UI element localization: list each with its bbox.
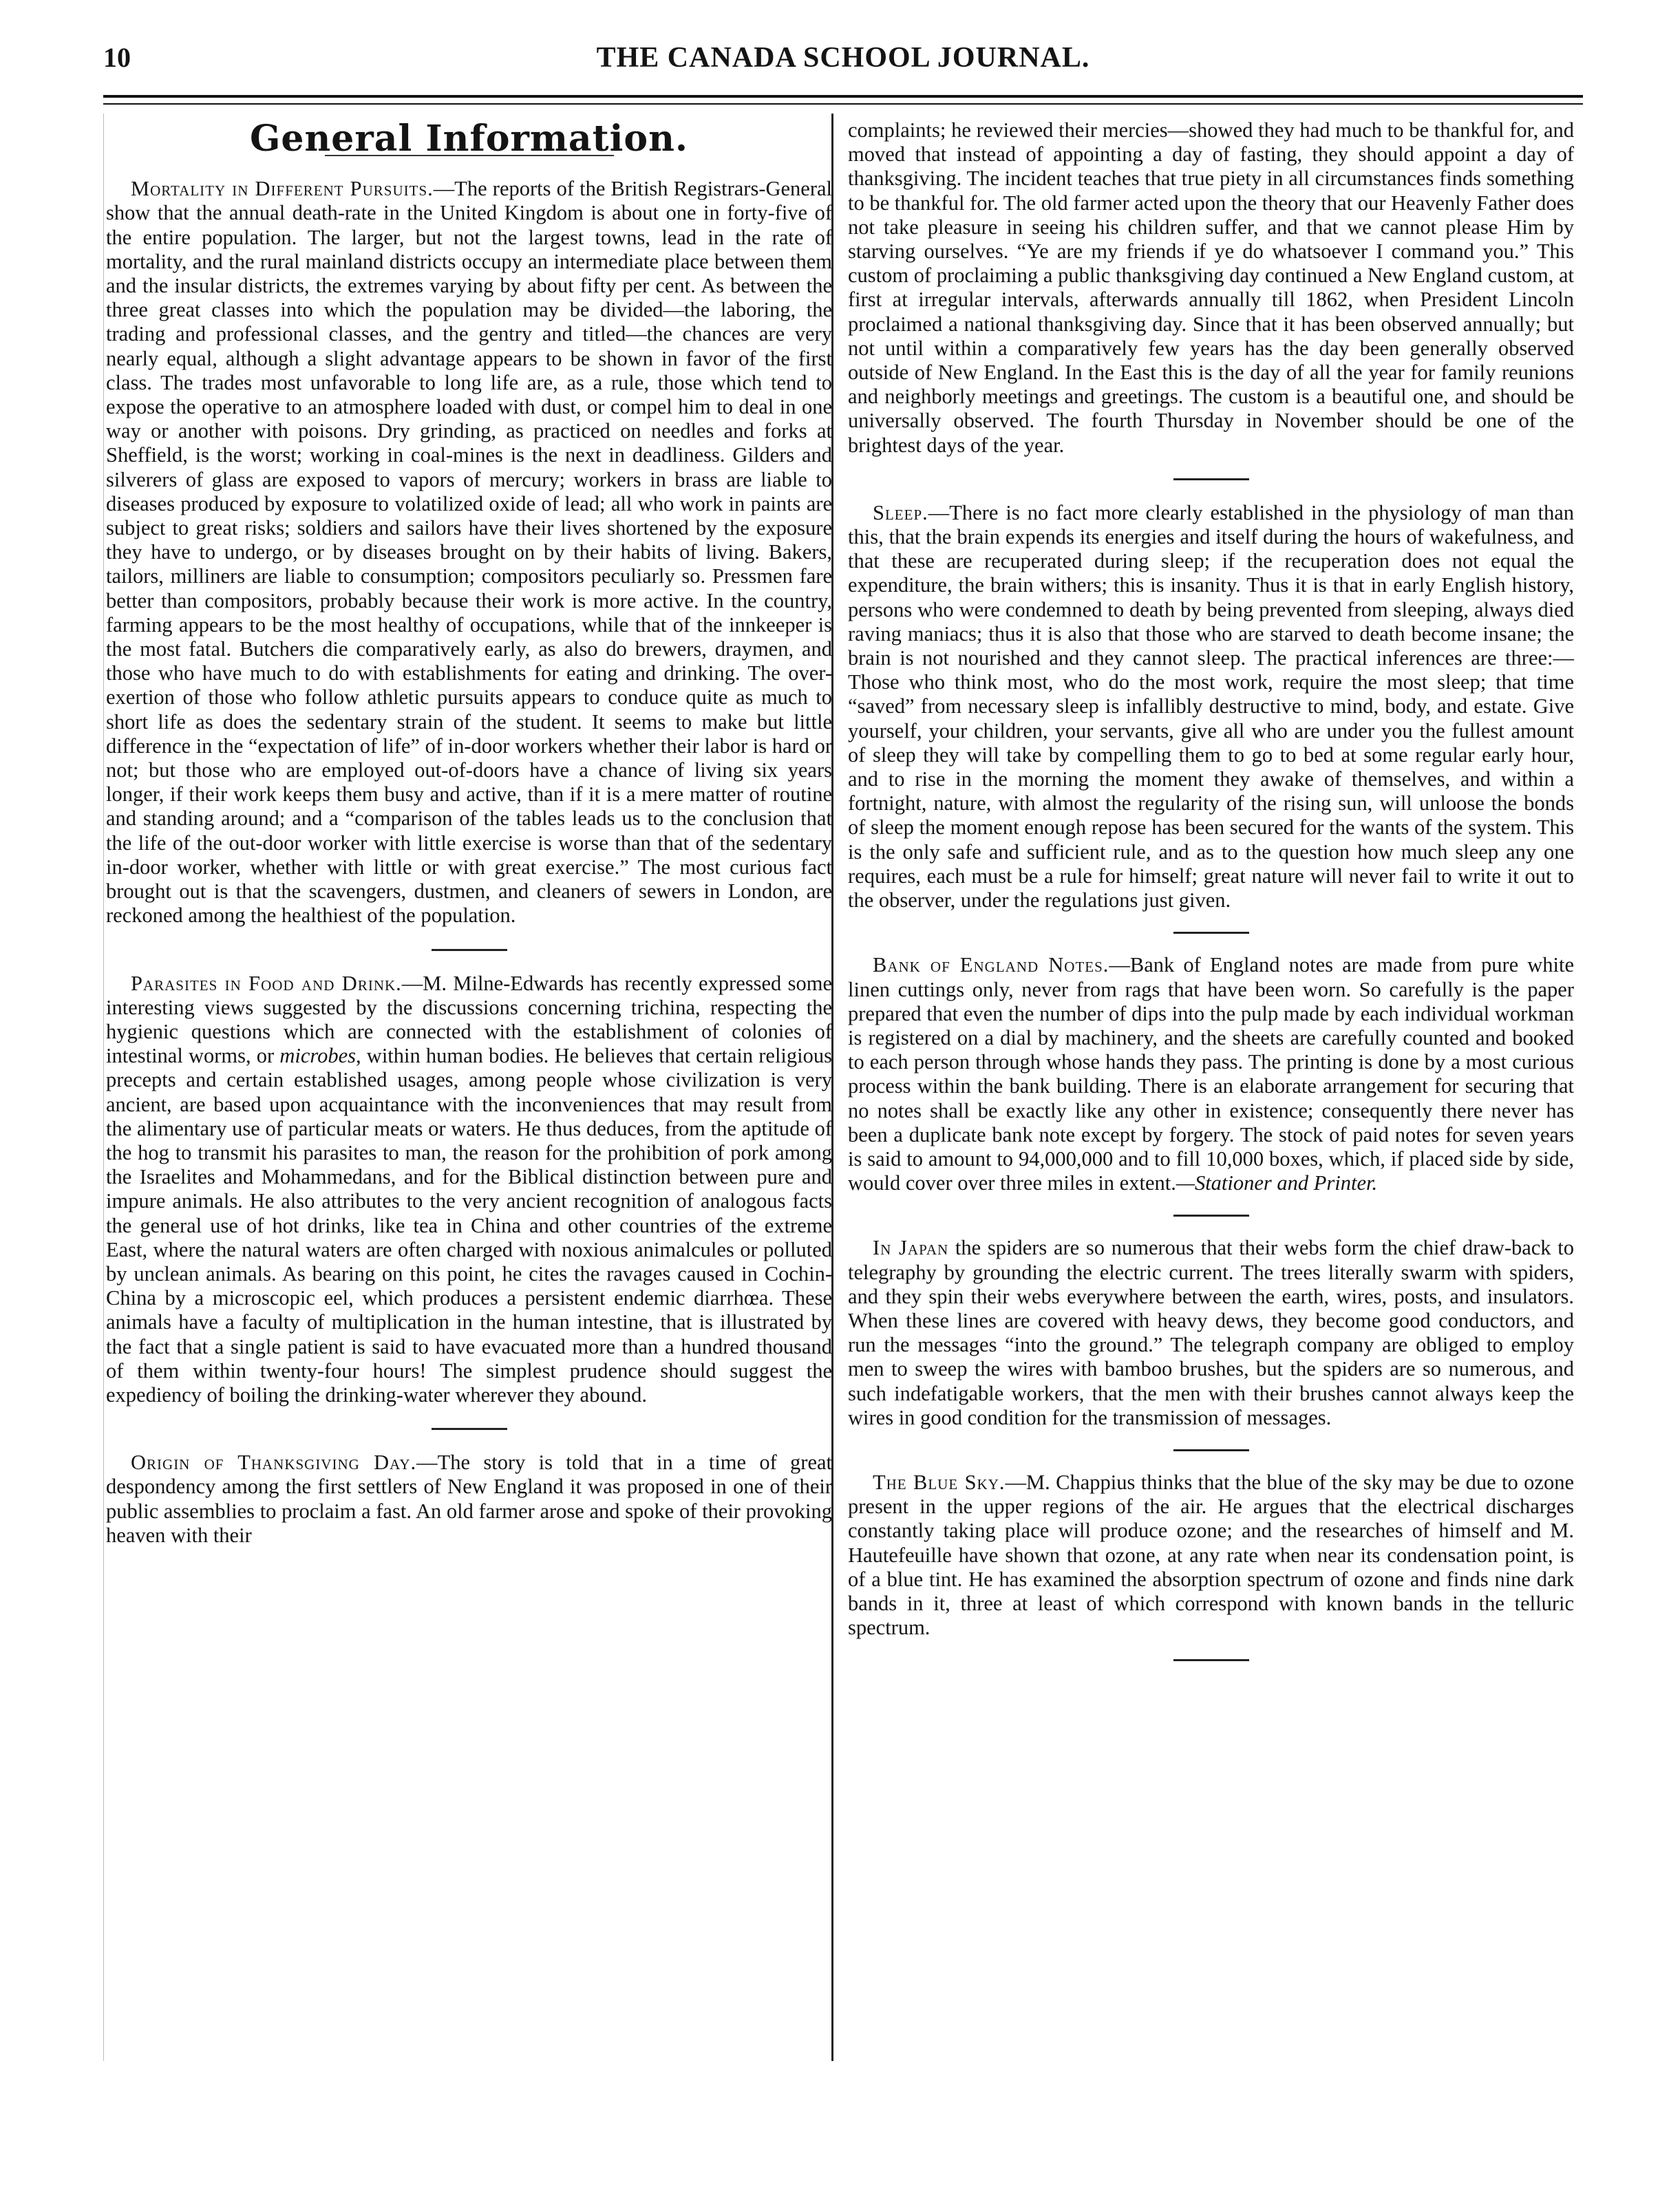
article-separator [1173, 1449, 1249, 1451]
article-japan-spiders [848, 1236, 1574, 1430]
page-number: 10 [103, 42, 131, 73]
article-text: —M. Chappius thinks that the blue of the sky may be due to ozone present in the upper regions of the air. He argues that the electrical discharges constantly taking place will produce ozone; and the researches of himself and M. Hautefeuille have shown that ozone, at any rate when near its condensation point, is of a blue tint. He has examined the absorption spectrum of ozone and finds nine dark bands in it, three at least of which correspond with known bands in the telluric spectrum. [848, 1470, 1574, 1640]
article-text: —The story is told that in a time of great despondency among the first settlers of New England it was proposed in one of their public assemblies to proclaim a fast. An old farmer arose and spoke of their provoking heaven with their [106, 1451, 832, 1547]
article-parasites [106, 972, 832, 1408]
article-blue-sky [848, 1471, 1574, 1640]
article-title: Origin of Thanksgiving Day. [131, 1451, 417, 1475]
article-mortality [106, 177, 832, 928]
header-rule-thick [103, 95, 1583, 98]
article-separator [432, 1428, 507, 1430]
article-title: Parasites in Food and Drink. [131, 971, 402, 995]
article-text: the spiders are so numerous that their webs form the chief draw-back to telegraphy by grounding the electric current. The trees literally swarm with spiders, and they spin their webs everywhere between the earth, wires, posts, and insulators. When these lines are covered with heavy dews, they become good conductors, and run the messages “into the ground.” The telegraph company are obliged to employ men to sweep the wires with bamboo brushes, but the spiders are so numerous, and such indefatigable workers, that the men with their brushes cannot always keep the wires in good condition for the transmission of messages. [848, 1236, 1574, 1429]
article-thanksgiving-continued [848, 118, 1574, 458]
article-separator [1173, 478, 1249, 480]
article-bank-notes [848, 953, 1574, 1195]
left-column [106, 118, 832, 1548]
article-text: —Bank of England notes are made from pure white linen cuttings only, never from rags that have been worn. So carefully is the paper prepared that even the number of dips into the pulp made by each individual workman is registered on a dial by machinery, and the sheets are carefully counted and booked to each person through whose hands they pass. The printing is done by a most curious process within the bank building. There is an elaborate arrangement for securing that no notes shall be exactly like any other in existence; consequently there never has been a duplicate bank note except by forgery. The stock of paid notes for seven years is said to amount to 94,000,000 and to fill 10,000 boxes, which, if placed side by side, would cover over three miles in extent. [848, 953, 1574, 1195]
article-title: Sleep. [873, 500, 928, 524]
article-title: Mortality in Different Pursuits. [131, 177, 434, 201]
article-source: —Stationer and Printer. [1176, 1171, 1378, 1195]
header-rule-thin [103, 103, 1583, 105]
section-heading: General Information. [250, 118, 688, 160]
article-text: —The reports of the British Registrars-General show that the annual death-rate in the United Kingdom is about one in forty-five of the entire population. The larger, but not the largest towns, lead in the rate of mortality, and the rural mainland districts occupy an intermediate place between them and the insular districts, the extremes varying by about fifty per cent. As between the three great classes into which the population may be divided—the laboring, the trading and professional classes, and the gentry and titled—the chances are very nearly equal, although a slight advantage appears to be shown in favor of the first class. The trades most unfavorable to long life are, as a rule, those which tend to expose the operative to an atmosphere loaded with dust, or compel him to deal in one way or another with poisons. Dry grinding, as practiced on needles and forks at Sheffield, is the worst; working in coal-mines is the next in deadliness. Gilders and silverers of glass are exposed to vapors of mercury; workers in brass are liable to diseases produced by exposure to volatilized oxide of lead; all who work in paints are subject to great risks; soldiers and sailors have their lives shortened by the exposure they have to undergo, or by diseases brought on by their habits of living. Bakers, tailors, milliners are liable to consumption; compositors peculiarly so. Pressmen fare better than compositors, probably because their work is more active. In the country, farming appears to be the most healthy of occupations, while that of the innkeeper is the most fatal. Butchers die comparatively early, as also do brewers, draymen, and those who have much to do with establishments for eating and drinking. The over-exertion of those who follow athletic pursuits appears to conduce quite as much to short life as does the sedentary strain of the student. It seems to make but little difference in the “expectation of life” of in-door workers whether their labor is hard or not; but those who are employed out-of-doors have a chance of living six years longer, if their work keeps them busy and active, than if it is a mere matter of routine and standing around; and a “comparison of the tables leads us to the conclusion that the life of the out-door worker with little exercise is worse than that of the sedentary in-door worker, whether with little or with great exercise.” The most curious fact brought out is that the scavengers, dustmen, and cleaners of sewers in London, are reckoned among the healthiest of the population. [106, 177, 832, 928]
article-sleep [848, 501, 1574, 912]
article-separator [1173, 1659, 1249, 1661]
article-thanksgiving [106, 1451, 832, 1548]
journal-title: THE CANADA SCHOOL JOURNAL. [596, 42, 1090, 74]
article-text: —There is no fact more clearly established in the physiology of man than this, that the brain expends its energies and itself during the hours of wakefulness, and that these are recuperated during sleep; if the recuperation does not equal the expenditure, the brain withers; this is insanity. Thus it is that in early English history, persons who were condemned to death by being prevented from sleeping, always died raving maniacs; thus it is also that those who are starved to death become insane; the brain is not nourished and they cannot sleep. The practical inferences are three:—Those who think most, who do the most work, require the most sleep; that time “saved” from necessary sleep is infallibly destructive to mind, body, and estate. Give yourself, your children, your servants, give all who are under you the fullest amount of sleep they will take by compelling them to go to bed at some regular early hour, and to rise in the morning the moment they awake of themselves, and within a fortnight, nature, with almost the regularity of the rising sun, will unloose the bonds of sleep the moment enough repose has been secured for the wants of the system. This is the only safe and sufficient rule, and as to the question how much sleep any one requires, each must be a rule for himself; great nature will never fail to write it out to the observer, under the regulations just given. [848, 500, 1574, 912]
article-emphasis: microbes [279, 1044, 357, 1068]
article-text: complaints; he reviewed their mercies—showed they had much to be thankful for, and moved that instead of appointing a day of fasting, they should appoint a day of thanksgiving. The incident teaches that true piety in all circumstances finds something to be thankful for. The old farmer acted upon the theory that our Heavenly Father does not take pleasure in seeing his children suffer, and that we cannot please Him by starving ourselves. “Ye are my friends if ye do whatsoever I command you.” This custom of proclaiming a public thanksgiving day continued a New England custom, at first at irregular intervals, afterwards annually till 1862, when President Lincoln proclaimed a national thanksgiving day. Since that it has been observed annually; but not until within a comparatively few years has the day been generally observed outside of New England. In the East this is the day of all the year for family reunions and neighborly meetings and greetings. The custom is a beautiful one, and should be universally observed. The fourth Thursday in November should be one of the brightest days of the year. [848, 118, 1574, 457]
article-title: Bank of England Notes. [873, 953, 1109, 977]
article-separator [1173, 932, 1249, 934]
article-separator [1173, 1215, 1249, 1217]
article-title: In Japan [873, 1236, 949, 1260]
right-column [848, 118, 1574, 1680]
page-header [103, 41, 1583, 83]
article-text: —M. Milne-Edwards has recently expressed some interesting views suggested by the discussions concerning trichina, respecting the hygienic questions which are connected with the establishment of colonies of intestinal worms, or [106, 971, 832, 1068]
article-text: , within human bodies. He believes that certain religious precepts and certain established usages, among people whose civilization is very ancient, are based upon acquaintance with the inconveniences that may result from the alimentary use of particular meats or waters. He thus deduces, from the aptitude of the hog to transmit his parasites to man, the reason for the prohibition of pork among the Israelites and Mohammedans, and for the Biblical distinction between pure and impure animals. He also attributes to the very ancient recognition of analogous facts the general use of hot drinks, like tea in China and other countries of the extreme East, where the natural waters are often charged with noxious animalcules or polluted by unclean animals. As bearing on this point, he cites the ravages caused in Cochin-China by a microscopic eel, which produces a persistent endemic diarrhœa. These animals have a faculty of multiplication in the human intestine, that is illustrated by the fact that a single patient is said to have evacuated more than a hundred thousand of them within twenty-four hours! The simplest prudence should suggest the expediency of boiling the drinking-water wherever they abound. [106, 1044, 832, 1407]
article-title: The Blue Sky. [873, 1470, 1006, 1494]
left-margin-rule [103, 114, 104, 2061]
article-separator [432, 949, 507, 951]
